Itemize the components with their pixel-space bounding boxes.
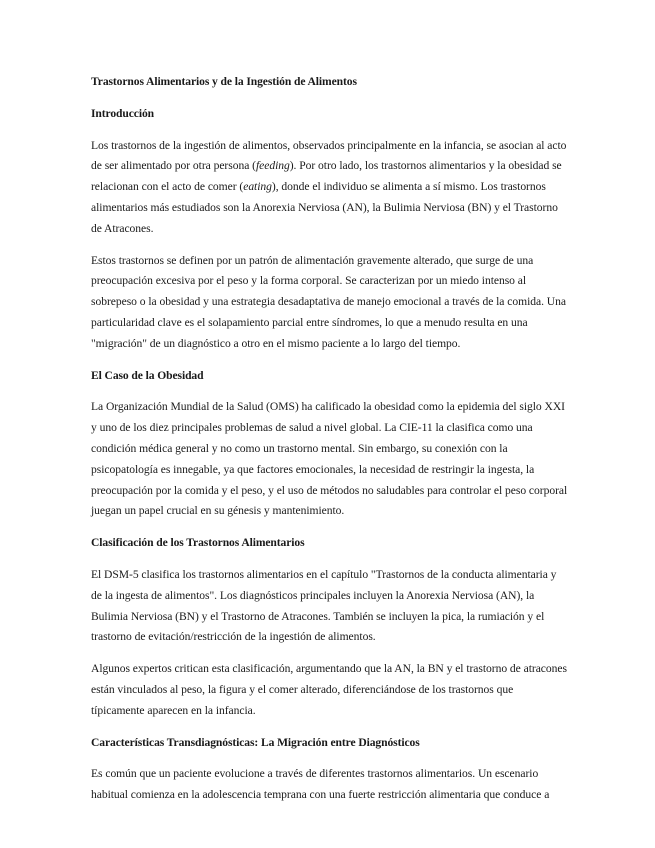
intro-paragraph-1: [91, 136, 569, 240]
clasificacion-paragraph-2: Algunos expertos critican esta clasificación, argumentando que la AN, la BN y el trastorno de atracones están vinculados al peso, la figura y el comer alterado, diferenciándose de los trastornos que típicamente aparecen en la infancia.: [91, 662, 567, 717]
intro-text-e: ), donde el individuo se alimenta a sí mismo. Los trastornos alimentarios más estudiados son la Anorexia Nerviosa (AN), la Bulimia Nerviosa (BN) y el Trastorno de Atracones.: [91, 180, 558, 235]
intro-text-a: Los trastornos de la ingestión de alimentos, observados principalmente en la infancia, se asocian al acto de ser alimentado por otra persona (: [91, 138, 567, 173]
document-body: [91, 72, 569, 817]
section-heading-clasificacion: Clasificación de los Trastornos Alimentarios: [91, 536, 305, 550]
section-heading-obesidad: El Caso de la Obesidad: [91, 368, 204, 382]
transdiagnosticas-paragraph-1: Es común que un paciente evolucione a través de diferentes trastornos alimentarios. Un escenario habitual comienza en la adolescencia temprana con una fuerte restricción alimentaria que conduce a: [91, 767, 550, 802]
intro-term-feeding: feeding: [255, 159, 290, 173]
intro-paragraph-2: Estos trastornos se definen por un patrón de alimentación gravemente alterado, que surge de una preocupación excesiva por el peso y la forma corporal. Se caracterizan por un miedo intenso al sobrepeso o la obesidad y una estrategia desadaptativa de manejo emocional a través de la comida. Una particularidad clave es el solapamiento parcial entre síndromes, lo que a menudo resulta en una "migración" de un diagnóstico a otro en el mismo paciente a lo largo del tiempo.: [91, 253, 566, 350]
intro-term-eating: eating: [243, 180, 272, 194]
section-heading-transdiagnosticas: Características Transdiagnósticas: La Migración entre Diagnósticos: [91, 735, 420, 749]
section-heading-introduccion: Introducción: [91, 106, 155, 120]
document-title: Trastornos Alimentarios y de la Ingestión de Alimentos: [91, 75, 357, 88]
clasificacion-paragraph-1: El DSM-5 clasifica los trastornos alimentarios en el capítulo "Trastornos de la conducta alimentaria y de la ingesta de alimentos". Los diagnósticos principales incluyen la Anorexia Nerviosa (AN), la Bulimia Nerviosa (BN) y el Trastorno de Atracones. También se incluyen la pica, la rumiación y el trastorno de evitación/restricción de la ingestión de alimentos.: [91, 567, 557, 644]
obesidad-paragraph-1: La Organización Mundial de la Salud (OMS) ha calificado la obesidad como la epidemia del siglo XXI y uno de los diez principales problemas de salud a nivel global. La CIE-11 la clasifica como una condición médica general y no como un trastorno mental. Sin embargo, su conexión con la psicopatología es innegable, ya que factores emocionales, la necesidad de restringir la ingesta, la preocupación por la comida y el peso, y el uso de métodos no saludables para controlar el peso corporal juegan un papel crucial en su génesis y mantenimiento.: [91, 400, 568, 518]
intro-text-c: ). Por otro lado, los trastornos alimentarios y la obesidad se relacionan con el acto de comer (: [91, 159, 562, 194]
